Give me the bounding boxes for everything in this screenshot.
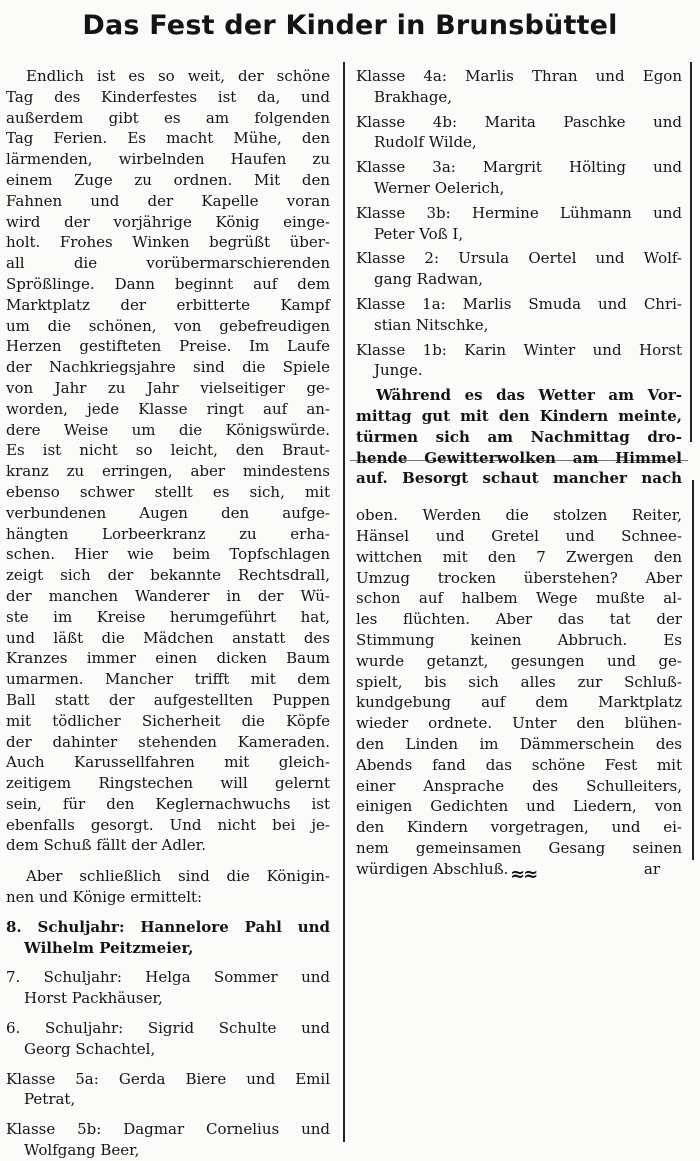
text-line: Rudolf Wilde, bbox=[374, 133, 477, 152]
text-line: und läßt die Mädchen anstatt des bbox=[6, 628, 330, 647]
text-line: den Kindern vorgetragen, und ei- bbox=[356, 818, 682, 837]
weather-paragraph bbox=[356, 385, 682, 489]
text-line: Abends fand das schöne Fest mit bbox=[356, 755, 682, 774]
text-line: wittchen mit den 7 Zwergen den bbox=[356, 547, 682, 566]
text-line: den Linden im Dämmerschein des bbox=[356, 734, 682, 753]
article-headline: Das Fest der Kinder in Brunsbüttel bbox=[82, 10, 618, 41]
text-line: Klasse 5a: Gerda Biere und Emil bbox=[6, 1069, 330, 1088]
text-line: Klasse 1b: Karin Winter und Horst bbox=[356, 340, 682, 359]
text-line: hende Gewitterwolken am Himmel bbox=[356, 448, 682, 467]
text-line: Junge. bbox=[374, 361, 423, 380]
text-line: les flüchten. Aber das tat der bbox=[356, 610, 682, 629]
text-line: dere Weise um die Königswürde. bbox=[6, 420, 330, 439]
text-line: Klasse 4b: Marita Paschke und bbox=[356, 112, 682, 131]
text-line: spielt, bis sich alles zur Schluß- bbox=[356, 672, 682, 691]
text-line: Herzen gestifteten Preise. Im Laufe bbox=[6, 337, 330, 356]
text-line: Klasse 5b: Dagmar Cornelius und bbox=[6, 1120, 330, 1139]
text-line: auf. Besorgt schaut mancher nach bbox=[356, 469, 682, 488]
closing-paragraph bbox=[356, 505, 682, 879]
winner-entry bbox=[6, 1018, 330, 1060]
intro-paragraph bbox=[6, 66, 330, 856]
text-line: zeigt sich der bekannte Rechtsdrall, bbox=[6, 566, 330, 585]
text-line: sein, für den Keglernachwuchs ist bbox=[6, 794, 330, 813]
right-edge-rule-lower bbox=[692, 480, 694, 860]
winner-entry bbox=[356, 294, 682, 336]
text-line: Klasse 3a: Margrit Hölting und bbox=[356, 158, 682, 177]
text-line: einer Ansprache des Schulleiters, bbox=[356, 776, 682, 795]
text-line: dem Schuß fällt der Adler. bbox=[6, 836, 206, 855]
text-line: Kranzes immer einen dicken Baum bbox=[6, 649, 330, 668]
text-line: Klasse 4a: Marlis Thran und Egon bbox=[356, 67, 682, 85]
winner-entry bbox=[356, 248, 682, 290]
text-line: lärmenden, wirbelnden Haufen zu bbox=[6, 150, 330, 169]
text-line: wieder ordnete. Unter den blühen- bbox=[356, 714, 682, 733]
text-line: zeitigem Ringstechen will gelernt bbox=[6, 774, 330, 793]
text-line: Es ist nicht so leicht, den Braut- bbox=[6, 441, 330, 460]
text-line: Stimmung keinen Abbruch. Es bbox=[356, 630, 682, 649]
text-line: Hänsel und Gretel und Schnee- bbox=[356, 526, 682, 545]
text-line: Horst Packhäuser, bbox=[24, 989, 163, 1008]
text-line: Peter Voß I, bbox=[374, 224, 464, 243]
text-line: Umzug trocken überstehen? Aber bbox=[356, 568, 682, 587]
text-line: Petrat, bbox=[24, 1090, 76, 1109]
text-line: holt. Frohes Winken begrüßt über- bbox=[6, 233, 330, 252]
text-line: der Nachkriegsjahre sind die Spiele bbox=[6, 358, 330, 377]
text-line: außerdem gibt es am folgenden bbox=[6, 108, 330, 127]
text-line: wurde getanzt, gesungen und ge- bbox=[356, 651, 682, 670]
text-line: worden, jede Klasse ringt auf an- bbox=[6, 399, 330, 418]
text-line: schon auf halbem Wege mußte al- bbox=[356, 589, 682, 608]
text-line: ebenso schwer stellt es sich, mit bbox=[6, 482, 330, 501]
text-line: 6. Schuljahr: Sigrid Schulte und bbox=[6, 1019, 330, 1038]
winners-list-left bbox=[6, 917, 330, 1161]
text-line: Fahnen und der Kapelle voran bbox=[6, 191, 330, 210]
winner-entry bbox=[6, 1069, 330, 1111]
text-line: der dahinter stehenden Kameraden. bbox=[6, 732, 330, 751]
text-line: all die vorübermarschierenden bbox=[6, 254, 330, 273]
text-line: Marktplatz der erbitterte Kampf bbox=[6, 295, 330, 314]
text-line: Klasse 3b: Hermine Lühmann und bbox=[356, 203, 682, 222]
text-line: kundgebung auf dem Marktplatz bbox=[356, 693, 682, 712]
text-line: Aber schließlich sind die Königin- bbox=[26, 867, 330, 886]
text-line: Sprößlinge. Dann beginnt auf dem bbox=[6, 274, 330, 293]
text-line: der manchen Wanderer in der Wü- bbox=[6, 586, 330, 605]
text-line: wird der vorjährige König einge- bbox=[6, 212, 330, 231]
right-edge-rule-upper bbox=[690, 62, 692, 442]
text-line: Auch Karussellfahren mit gleich- bbox=[6, 753, 330, 772]
text-line: um die schönen, von gebefreudigen bbox=[6, 316, 330, 335]
winner-entry bbox=[6, 1119, 330, 1161]
text-line: Werner Oelerich, bbox=[374, 178, 505, 197]
winner-entry bbox=[356, 157, 682, 199]
text-line: von Jahr zu Jahr vielseitiger ge- bbox=[6, 378, 330, 397]
text-line: Brakhage, bbox=[374, 87, 453, 106]
text-line: hängten Lorbeerkranz zu erha- bbox=[6, 524, 330, 543]
text-line: einem Zuge zu ordnen. Mit den bbox=[6, 170, 330, 189]
text-line: stian Nitschke, bbox=[374, 315, 489, 334]
winner-entry bbox=[356, 66, 682, 108]
text-line: Wolfgang Beer, bbox=[24, 1141, 140, 1160]
text-line: umarmen. Mancher trifft mit dem bbox=[6, 670, 330, 689]
text-line: Tag des Kinderfestes ist da, und bbox=[6, 87, 330, 106]
text-line: Ball statt der aufgestellten Puppen bbox=[6, 690, 330, 709]
text-line: Während es das Wetter am Vor- bbox=[376, 386, 682, 405]
text-line: Klasse 1a: Marlis Smuda und Chri- bbox=[356, 294, 682, 313]
winner-entry bbox=[356, 203, 682, 245]
text-line: kranz zu erringen, aber mindestens bbox=[6, 462, 330, 481]
text-line: gang Radwan, bbox=[374, 270, 483, 289]
column-divider bbox=[343, 62, 345, 1142]
winner-entry bbox=[6, 917, 330, 959]
text-line: würdigen Abschluß. ar bbox=[356, 859, 660, 878]
winner-entry bbox=[6, 967, 330, 1009]
winners-list-right bbox=[356, 66, 682, 381]
text-line: einigen Gedichten und Liedern, von bbox=[356, 797, 682, 816]
text-line: Georg Schachtel, bbox=[24, 1039, 156, 1058]
left-column bbox=[6, 66, 330, 1161]
winner-entry bbox=[356, 112, 682, 154]
kings-intro-paragraph bbox=[6, 866, 330, 908]
text-line: schen. Hier wie beim Topfschlagen bbox=[6, 545, 330, 564]
text-line: verbundenen Augen den aufge- bbox=[6, 503, 330, 522]
text-line: ebenfalls gesorgt. Und nicht bei je- bbox=[6, 815, 330, 834]
text-line: nen und Könige ermittelt: bbox=[6, 888, 203, 907]
author-initials: ar bbox=[643, 859, 660, 878]
text-line: türmen sich am Nachmittag dro- bbox=[356, 427, 682, 446]
right-column bbox=[356, 66, 682, 879]
text-line: Wilhelm Peitzmeier, bbox=[24, 938, 194, 957]
text-line: Endlich ist es so weit, der schöne bbox=[26, 67, 330, 85]
text-line: Tag Ferien. Es macht Mühe, den bbox=[6, 129, 330, 148]
text-line: Klasse 2: Ursula Oertel und Wolf- bbox=[356, 249, 682, 268]
text-line: mittag gut mit den Kindern meinte, bbox=[356, 406, 682, 425]
text-line: mit tödlicher Sicherheit die Köpfe bbox=[6, 711, 330, 730]
text-line: ste im Kreise herumgeführt hat, bbox=[6, 607, 330, 626]
end-mark: ≈≈ bbox=[510, 864, 537, 885]
text-line: oben. Werden die stolzen Reiter, bbox=[356, 506, 682, 525]
text-line: 7. Schuljahr: Helga Sommer und bbox=[6, 968, 330, 987]
text-line: 8. Schuljahr: Hannelore Pahl und bbox=[6, 917, 330, 936]
winner-entry bbox=[356, 340, 682, 382]
text-line: nem gemeinsamen Gesang seinen bbox=[356, 838, 682, 857]
